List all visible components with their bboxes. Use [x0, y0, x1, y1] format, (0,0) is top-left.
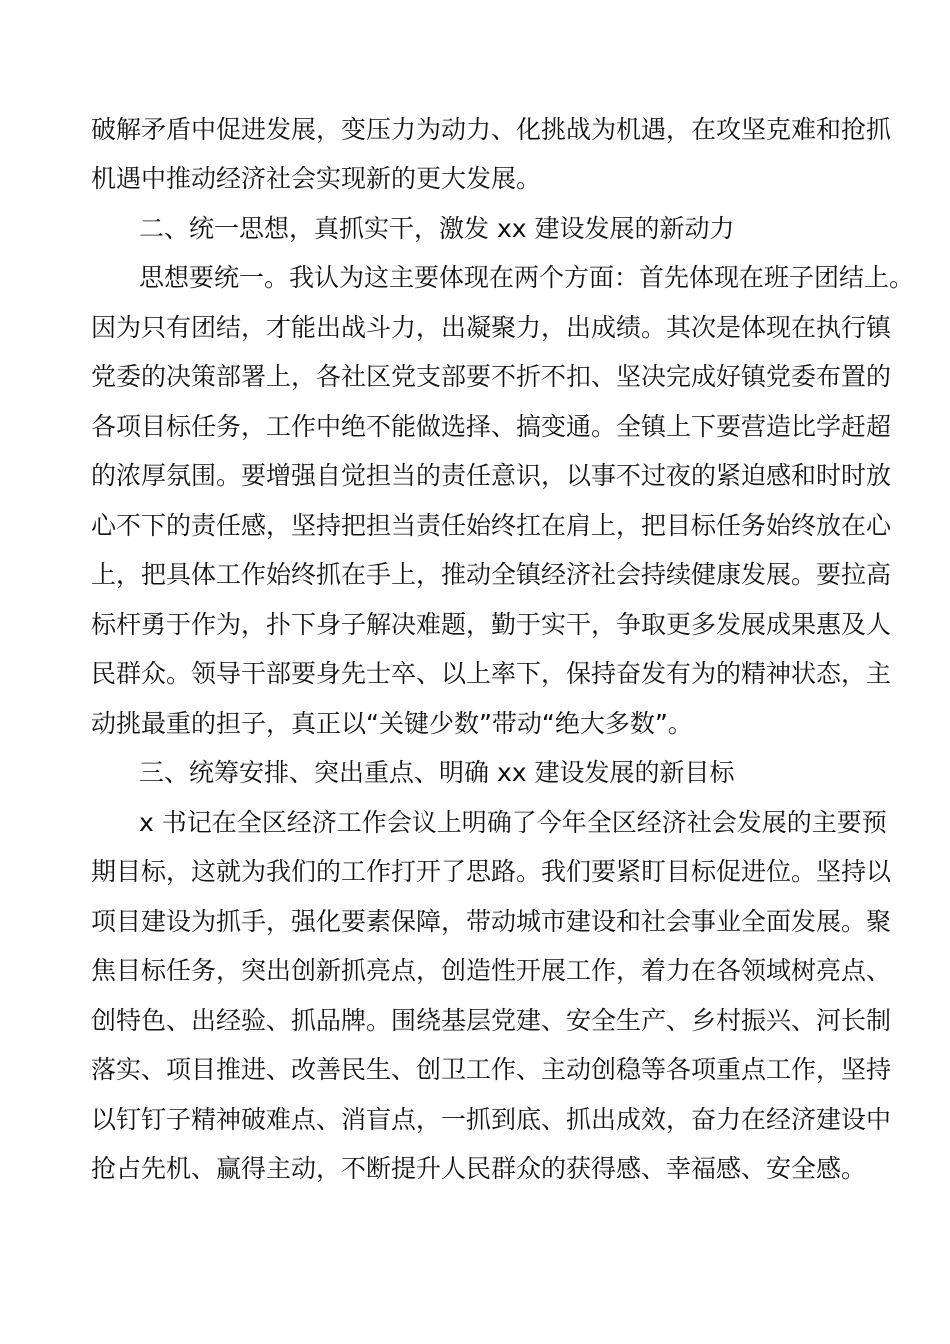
- body-line: 心不下的责任感，坚持把担当责任始终扛在肩上，把目标任务始终放在心: [91, 511, 892, 540]
- body-line: 党委的决策部署上，各社区党支部要不折不扣、坚决完成好镇党委布置的: [91, 362, 892, 391]
- body-line: 上，把具体工作始终抓在手上，推动全镇经济社会持续健康发展。要拉高: [91, 560, 892, 589]
- section-heading: 二、统一思想，真抓实干，激发 xx 建设发展的新动力: [139, 214, 735, 243]
- paragraph-first-line: 思想要统一。我认为这主要体现在两个方面：首先体现在班子团结上。: [139, 263, 915, 292]
- body-line: 项目建设为抓手，强化要素保障，带动城市建设和社会事业全面发展。聚: [91, 907, 892, 936]
- body-line: 动挑最重的担子，真正以“关键少数”带动“绝大多数”。: [91, 709, 693, 738]
- body-line: 焦目标任务，突出创新抓亮点，创造性开展工作，着力在各领域树亮点、: [91, 956, 892, 985]
- body-line: 破解矛盾中促进发展，变压力为动力、化挑战为机遇，在攻坚克难和抢抓: [91, 115, 892, 144]
- body-line: 以钉钉子精神破难点、消盲点，一抓到底、抓出成效，奋力在经济建设中: [91, 1105, 892, 1134]
- body-line: 因为只有团结，才能出战斗力，出凝聚力，出成绩。其次是体现在执行镇: [91, 313, 892, 342]
- body-line: 抢占先机、赢得主动，不断提升人民群众的获得感、幸福感、安全感。: [91, 1154, 867, 1183]
- body-line: 创特色、出经验、抓品牌。围绕基层党建、安全生产、乡村振兴、河长制: [91, 1006, 892, 1035]
- body-line: 落实、项目推进、改善民生、创卫工作、主动创稳等各项重点工作，坚持: [91, 1055, 892, 1084]
- body-line: 民群众。领导干部要身先士卒、以上率下，保持奋发有为的精神状态，主: [91, 659, 892, 688]
- body-line: 的浓厚氛围。要增强自觉担当的责任意识，以事不过夜的紧迫感和时时放: [91, 461, 892, 490]
- section-heading: 三、统筹安排、突出重点、明确 xx 建设发展的新目标: [139, 758, 735, 787]
- body-line: 期目标，这就为我们的工作打开了思路。我们要紧盯目标促进位。坚持以: [91, 857, 892, 886]
- paragraph-first-line: x 书记在全区经济工作会议上明确了今年全区经济社会发展的主要预: [139, 808, 887, 837]
- body-line: 机遇中推动经济社会实现新的更大发展。: [91, 164, 542, 193]
- body-line: 标杆勇于作为，扑下身子解决难题，勤于实干，争取更多发展成果惠及人: [91, 610, 892, 639]
- body-line: 各项目标任务，工作中绝不能做选择、搞变通。全镇上下要营造比学赶超: [91, 412, 892, 441]
